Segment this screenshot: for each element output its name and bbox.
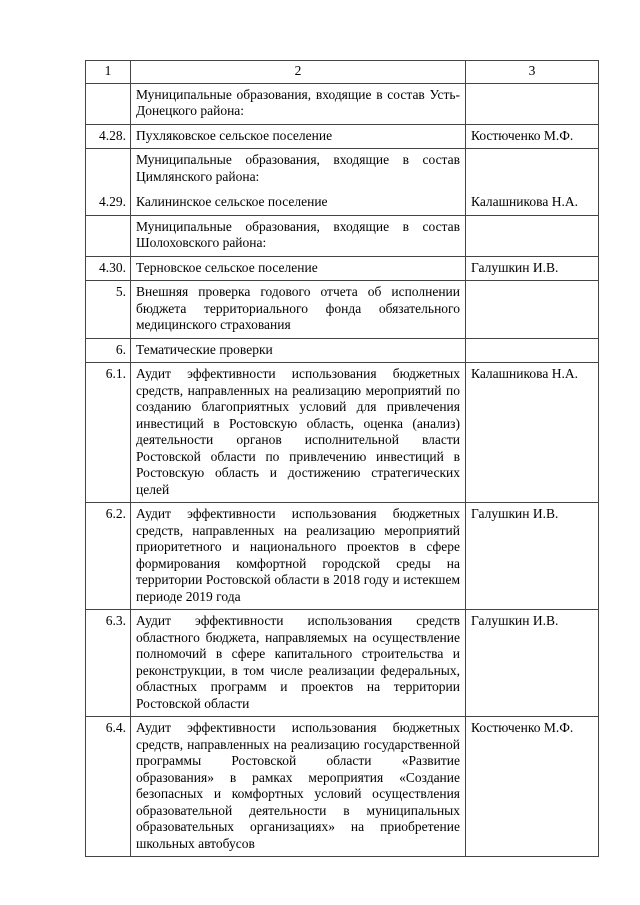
- table-row: [86, 363, 599, 503]
- row-text: Тематические проверки: [131, 338, 466, 363]
- table-row: [86, 717, 599, 857]
- row-person: Калашникова Н.А.: [466, 363, 599, 503]
- row-person: [466, 215, 599, 256]
- row-text: Калининское сельское поселение: [136, 194, 328, 209]
- row-number: [86, 215, 131, 256]
- row-text: Терновское сельское поселение: [131, 256, 466, 281]
- row-person: [466, 338, 599, 363]
- table-row: [86, 215, 599, 256]
- row-number: [86, 83, 131, 124]
- row-text: Муниципальные образования, входящие в состав Цимлянского района:: [136, 152, 460, 184]
- row-number: 4.28.: [86, 124, 131, 149]
- row-number: 6.1.: [86, 363, 131, 503]
- table-row-merged: [86, 149, 599, 216]
- row-person: Костюченко М.Ф.: [466, 717, 599, 857]
- row-number: 6.2.: [86, 503, 131, 610]
- row-text: Аудит эффективности использования средств областного бюджета, направляемых на осуществление полномочий в сфере капитального строительства и реконструкции, в том числе реализации федеральных, областных программ и проектов на территории Ростовской области: [131, 610, 466, 717]
- row-text: Пухляковское сельское поселение: [131, 124, 466, 149]
- row-number: 5.: [86, 281, 131, 339]
- table-row: [86, 124, 599, 149]
- row-person: Галушкин И.В.: [466, 610, 599, 717]
- table-row: [86, 503, 599, 610]
- row-person: [466, 83, 599, 124]
- table-header-row: [86, 61, 599, 84]
- header-col-2: 2: [131, 61, 466, 84]
- header-col-1: 1: [86, 61, 131, 84]
- row-text-group: [131, 149, 466, 216]
- row-text: Муниципальные образования, входящие в состав Усть-Донецкого района:: [131, 83, 466, 124]
- row-text: Аудит эффективности использования бюджетных средств, направленных на реализацию мероприятий приоритетного и национального проектов в сфере формирования комфортной городской среды на территории Ростовской области в 2018 году и истекшем периоде 2019 года: [131, 503, 466, 610]
- table-row: [86, 281, 599, 339]
- row-number: 6.: [86, 338, 131, 363]
- row-person: [466, 281, 599, 339]
- row-number: 6.4.: [86, 717, 131, 857]
- row-person: Костюченко М.Ф.: [466, 124, 599, 149]
- row-person: Галушкин И.В.: [466, 256, 599, 281]
- row-text: Аудит эффективности использования бюджетных средств, направленных на реализацию мероприятий по созданию благоприятных условий для привлечения инвестиций в Ростовскую область, оценка (анализ) деятельности органов исполнительной власти Ростовской области по привлечению инвестиций в Ростовскую область и достижению стратегических целей: [131, 363, 466, 503]
- table-row: [86, 610, 599, 717]
- row-number: 4.30.: [86, 256, 131, 281]
- row-text: Аудит эффективности использования бюджетных средств, направленных на реализацию государственной программы Ростовской области «Развитие образования» в рамках мероприятия «Создание безопасных и комфортных условий осуществления образовательной деятельности в муниципальных образовательных организациях» на приобретение школьных автобусов: [131, 717, 466, 857]
- header-col-3: 3: [466, 61, 599, 84]
- audit-plan-table: [85, 60, 599, 857]
- table-row: [86, 338, 599, 363]
- row-text: Муниципальные образования, входящие в состав Шолоховского района:: [131, 215, 466, 256]
- row-number: 6.3.: [86, 610, 131, 717]
- table-row: [86, 83, 599, 124]
- row-person: Калашникова Н.А.: [466, 149, 599, 216]
- row-person: Галушкин И.В.: [466, 503, 599, 610]
- table-row: [86, 256, 599, 281]
- row-text: Внешняя проверка годового отчета об исполнении бюджета территориального фонда обязательного медицинского страхования: [131, 281, 466, 339]
- row-number: 4.29.: [86, 149, 131, 216]
- row-gap: [136, 185, 460, 194]
